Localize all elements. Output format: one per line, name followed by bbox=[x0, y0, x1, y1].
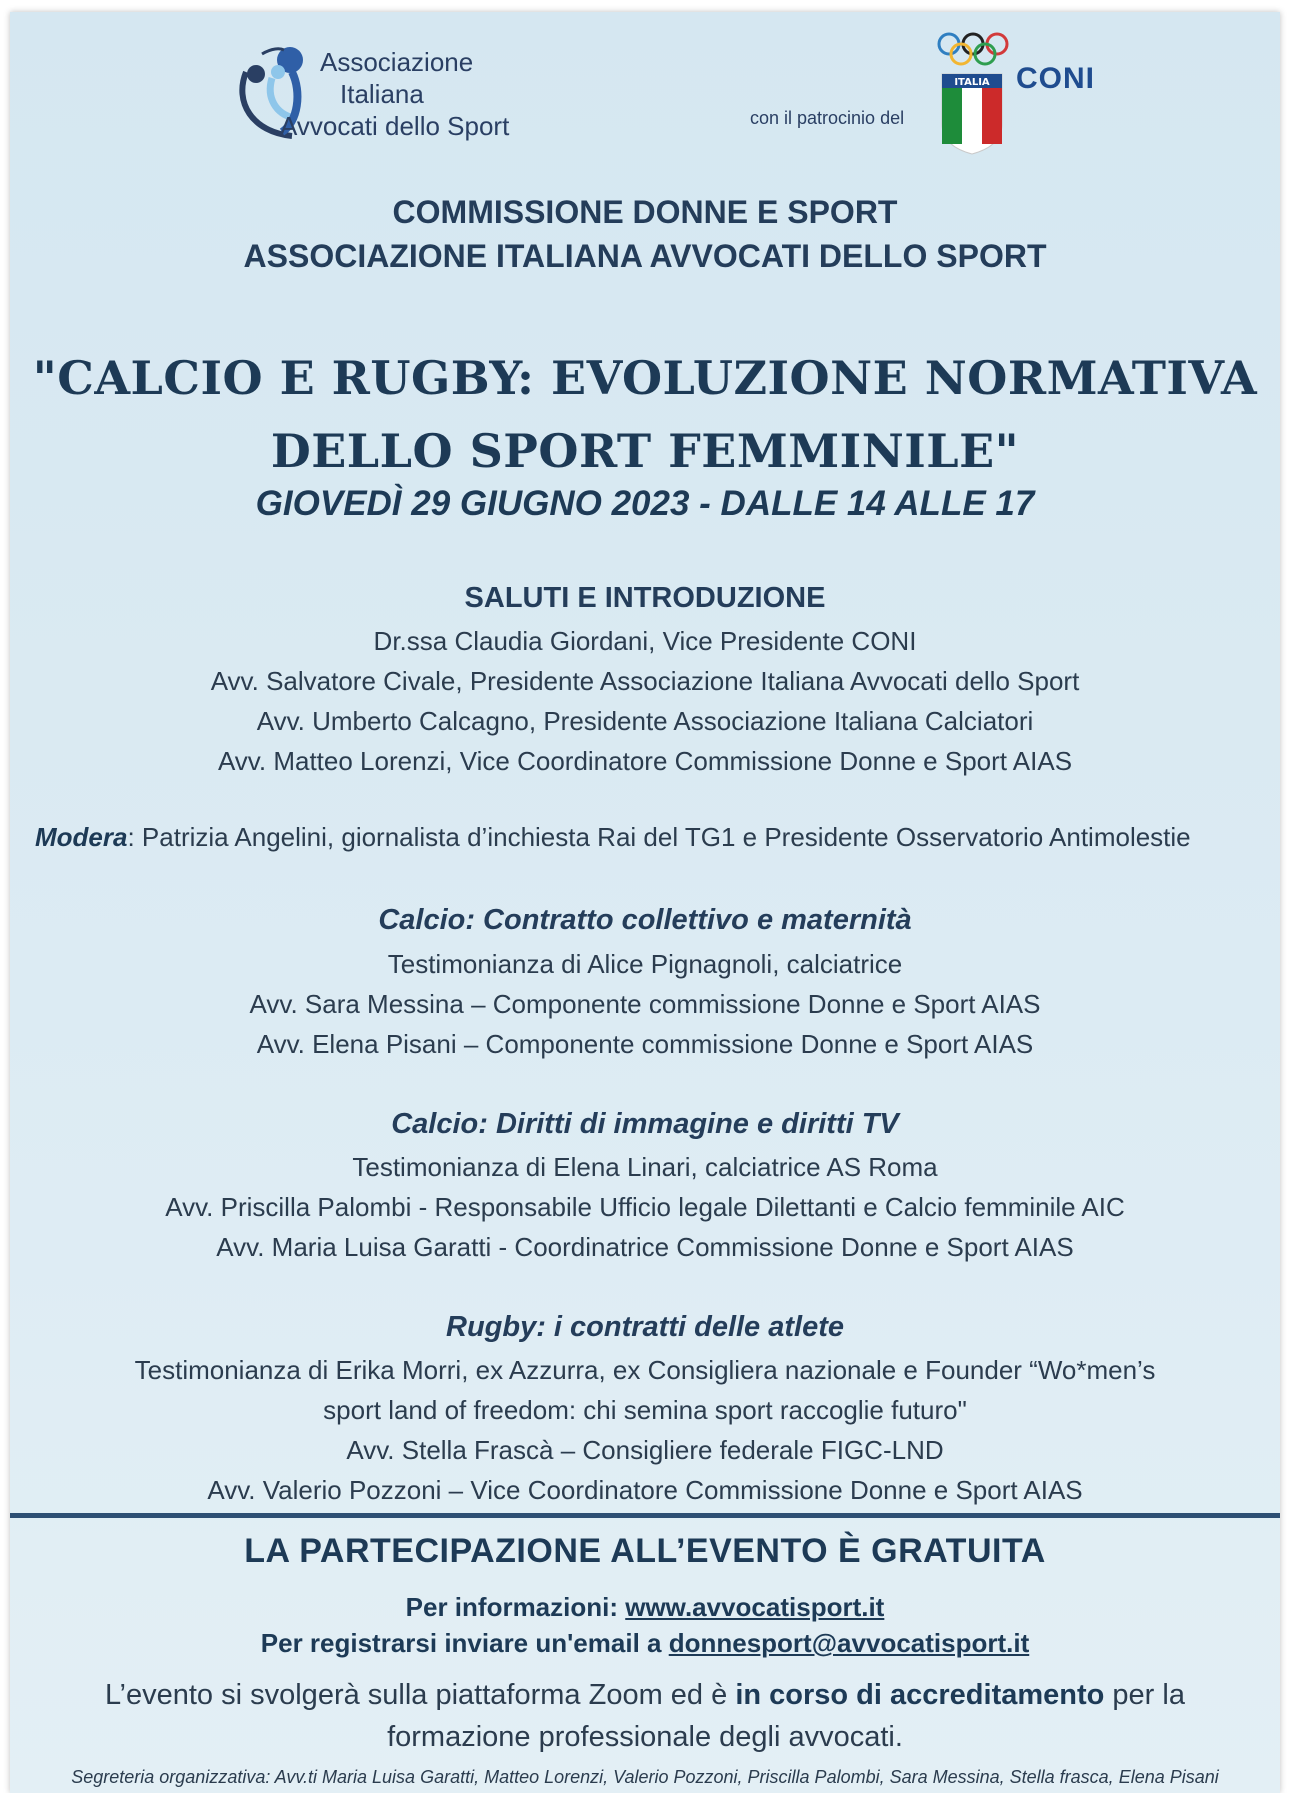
list-item: Avv. Salvatore Civale, Presidente Associazione Italiana Avvocati dello Sport bbox=[210, 666, 1080, 696]
email-link[interactable]: donnesport@avvocatisport.it bbox=[668, 1628, 1030, 1658]
list-item: Dr.ssa Claudia Giordani, Vice Presidente CONI bbox=[373, 626, 917, 656]
event-title bbox=[10, 342, 1280, 488]
organizer-heading bbox=[10, 190, 1280, 278]
list-item: Avv. Sara Messina – Componente commissione Donne e Sport AIAS bbox=[249, 989, 1041, 1019]
list-item: Avv. Stella Frascà – Consigliere federale FIGC-LND bbox=[346, 1435, 944, 1465]
list-item: Avv. Valerio Pozzoni – Vice Coordinatore Commissione Donne e Sport AIAS bbox=[207, 1475, 1083, 1505]
organizer-line1: COMMISSIONE DONNE E SPORT bbox=[392, 194, 898, 230]
zoom-text-2: per la bbox=[1104, 1679, 1185, 1711]
session1-heading: Calcio: Contratto collettivo e maternità bbox=[378, 904, 912, 936]
patrocinio-text: con il patrocinio del bbox=[750, 108, 905, 128]
coni-name: CONI bbox=[1016, 62, 1095, 95]
event-date: GIOVEDÌ 29 GIUGNO 2023 - DALLE 14 ALLE 17 bbox=[255, 484, 1035, 523]
event-poster bbox=[10, 12, 1280, 1793]
session1-list bbox=[10, 944, 1280, 1064]
aias-line3: Avvocati dello Sport bbox=[280, 111, 510, 141]
event-title-line2: DELLO SPORT FEMMINILE" bbox=[270, 424, 1020, 478]
list-item: Avv. Priscilla Palombi - Responsabile Ufficio legale Dilettanti e Calcio femminile AIC bbox=[165, 1192, 1125, 1222]
aias-line1: Associazione bbox=[320, 47, 474, 77]
moderator-text: : Patrizia Angelini, giornalista d’inchiesta Rai del TG1 e Presidente Osservatorio Antimolestie bbox=[127, 822, 1191, 852]
session2-list bbox=[10, 1147, 1280, 1267]
free-participation-title: LA PARTECIPAZIONE ALL’EVENTO È GRATUITA bbox=[244, 1532, 1046, 1570]
zoom-text-line2: formazione professionale degli avvocati. bbox=[387, 1721, 903, 1753]
list-item: Avv. Maria Luisa Garatti - Coordinatrice Commissione Donne e Sport AIAS bbox=[216, 1232, 1074, 1262]
segreteria-note: Segreteria organizzativa: Avv.ti Maria Luisa Garatti, Matteo Lorenzi, Valerio Pozzoni, Priscilla Palombi, Sara Messina, Stella frasca, Elena Pisani bbox=[71, 1767, 1219, 1787]
moderator-line bbox=[35, 822, 1191, 853]
list-item: Avv. Matteo Lorenzi, Vice Coordinatore Commissione Donne e Sport AIAS bbox=[217, 746, 1073, 776]
list-item: Testimonianza di Erika Morri, ex Azzurra, ex Consigliera nazionale e Founder “Wo*men’s bbox=[134, 1355, 1156, 1385]
event-title-line1: "CALCIO E RUGBY: EVOLUZIONE NORMATIVA bbox=[32, 351, 1258, 405]
info-line bbox=[10, 1592, 1280, 1623]
list-item: Avv. Elena Pisani – Componente commissione Donne e Sport AIAS bbox=[256, 1029, 1034, 1059]
register-line bbox=[10, 1628, 1280, 1659]
session3-heading: Rugby: i contratti delle atlete bbox=[446, 1311, 844, 1343]
list-item: Testimonianza di Elena Linari, calciatrice AS Roma bbox=[352, 1152, 938, 1182]
list-item: Avv. Umberto Calcagno, Presidente Associazione Italiana Calciatori bbox=[256, 706, 1034, 736]
saluti-heading: SALUTI E INTRODUZIONE bbox=[464, 582, 826, 614]
saluti-list bbox=[10, 621, 1280, 781]
list-item: Testimonianza di Alice Pignagnoli, calciatrice bbox=[387, 949, 903, 979]
aias-logo-text bbox=[280, 46, 510, 142]
info-label: Per informazioni: bbox=[405, 1592, 626, 1622]
organizer-line2: ASSOCIAZIONE ITALIANA AVVOCATI DELLO SPORT bbox=[243, 238, 1047, 274]
website-link[interactable]: www.avvocatisport.it bbox=[625, 1592, 885, 1622]
session3-list bbox=[10, 1350, 1280, 1510]
zoom-note bbox=[10, 1674, 1280, 1758]
zoom-text-bold: in corso di accreditamento bbox=[735, 1679, 1105, 1711]
register-label: Per registrarsi inviare un'email a bbox=[260, 1628, 669, 1658]
coni-shield-label: ITALIA bbox=[954, 77, 990, 88]
aias-line2: Italiana bbox=[340, 79, 424, 109]
zoom-text-1: L’evento si svolgerà sulla piattaforma Zoom ed è bbox=[105, 1679, 736, 1711]
moderator-label: Modera bbox=[35, 822, 128, 852]
list-item: sport land of freedom: chi semina sport raccoglie futuro" bbox=[323, 1395, 967, 1425]
session2-heading: Calcio: Diritti di immagine e diritti TV bbox=[391, 1108, 899, 1140]
section-divider bbox=[10, 1513, 1280, 1518]
